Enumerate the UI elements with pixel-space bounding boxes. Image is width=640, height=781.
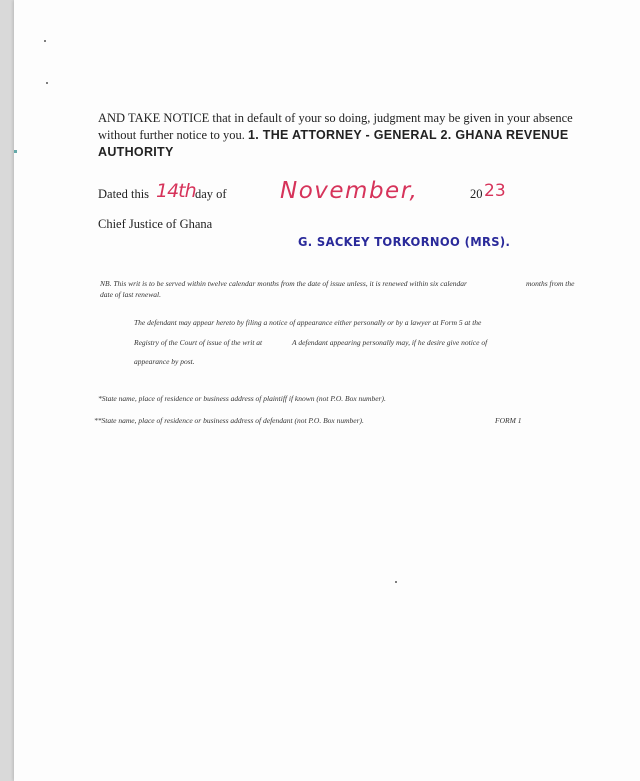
nb-paragraph	[100, 278, 580, 300]
defendant-footnote: **State name, place of residence or business address of defendant (not P.O. Box number).	[94, 416, 364, 425]
appearance-line-3: appearance by post.	[134, 357, 195, 366]
nb-text: NB. This writ is to be served within twelve calendar months from the date of issue unless, it is renewed within six calendar	[100, 279, 467, 288]
form-label: FORM 1	[495, 416, 522, 425]
left-margin-mark	[14, 150, 17, 153]
chief-justice-label: Chief Justice of Ghana	[98, 217, 213, 231]
scan-speck	[44, 40, 46, 42]
dated-day-of-label: day of	[195, 187, 227, 201]
notice-paragraph	[98, 110, 578, 161]
dated-day-handwritten: 14th	[156, 180, 196, 202]
notice-parties: 1. THE ATTORNEY - GENERAL 2. GHANA REVENUE AUTHORITY	[98, 128, 569, 159]
signature-stamp: G. SACKEY TORKORNOO (MRS).	[298, 234, 511, 249]
nb-text-line2: date of last renewal.	[100, 290, 161, 299]
scan-speck	[46, 82, 48, 84]
scan-speck	[395, 581, 397, 583]
notice-text: AND TAKE NOTICE that in default of your so doing, judgment may be given in your absence without further notice to you.	[98, 111, 573, 142]
dated-month-handwritten: November,	[280, 178, 419, 204]
dated-year-suffix-handwritten: 23	[484, 181, 506, 201]
plaintiff-footnote: *State name, place of residence or business address of plaintiff if known (not P.O. Box number).	[98, 394, 386, 403]
nb-text-tail: months from the	[526, 279, 575, 288]
dated-year-prefix: 20	[470, 187, 483, 201]
appearance-line-2a: Registry of the Court of issue of the writ at	[134, 338, 263, 347]
document-page	[14, 0, 640, 781]
appearance-line-1: The defendant may appear hereto by filing a notice of appearance either personally or by a lawyer at Form 5 at the	[134, 318, 482, 327]
appearance-line-2b: A defendant appearing personally may, if he desire give notice of	[292, 338, 488, 347]
dated-label: Dated this	[98, 187, 150, 201]
